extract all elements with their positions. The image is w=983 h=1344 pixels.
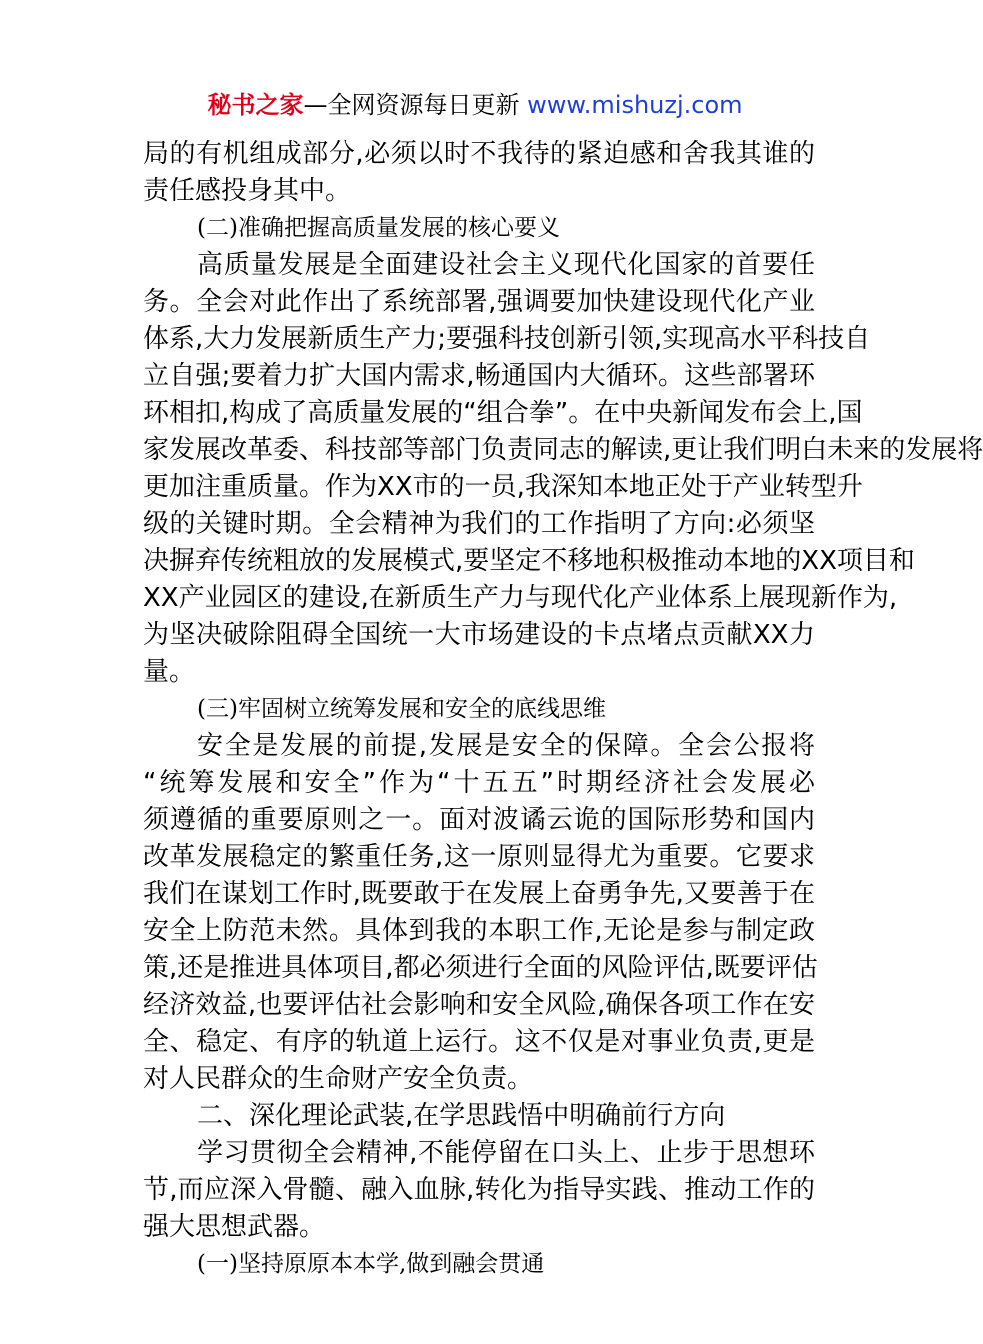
section-heading: (二)准确把握高质量发展的核心要义 bbox=[197, 215, 560, 241]
paragraph-line: 策,还是推进具体项目,都必须进行全面的风险评估,既要评估 bbox=[143, 953, 818, 983]
paragraph-line: 强大思想武器。 bbox=[143, 1212, 326, 1242]
paragraph-line: XX产业园区的建设,在新质生产力与现代化产业体系上展现新作为, bbox=[143, 583, 898, 613]
paragraph-line: 全、稳定、有序的轨道上运行。这不仅是对事业负责,更是 bbox=[143, 1027, 815, 1057]
paragraph-line: 家发展改革委、科技部等部门负责同志的解读,更让我们明白未来的发展将 bbox=[143, 435, 983, 465]
paragraph-line: 我们在谋划工作时,既要敢于在发展上奋勇争先,又要善于在 bbox=[143, 879, 815, 909]
paragraph-line: 节,而应深入骨髓、融入血脉,转化为指导实践、推动工作的 bbox=[143, 1175, 815, 1205]
section-heading: (一)坚持原原本本学,做到融会贯通 bbox=[197, 1251, 545, 1277]
site-url[interactable]: www.mishuzj.com bbox=[527, 91, 743, 119]
document-body bbox=[143, 136, 983, 1283]
paragraph-line: “统筹发展和安全”作为“十五五”时期经济社会发展必 bbox=[143, 768, 815, 798]
header-tagline: —全网资源每日更新 bbox=[303, 91, 528, 119]
paragraph-line: 立自强;要着力扩大国内需求,畅通国内大循环。这些部署环 bbox=[143, 361, 815, 391]
section-heading: (三)牢固树立统筹发展和安全的底线思维 bbox=[197, 696, 606, 722]
paragraph-line: 高质量发展是全面建设社会主义现代化国家的首要任 bbox=[197, 250, 815, 280]
paragraph-line: 责任感投身其中。 bbox=[143, 176, 352, 206]
paragraph-line: 环相扣,构成了高质量发展的“组合拳”。在中央新闻发布会上,国 bbox=[143, 398, 863, 428]
brand-name: 秘书之家 bbox=[207, 91, 304, 119]
paragraph-line: 体系,大力发展新质生产力;要强科技创新引领,实现高水平科技自 bbox=[143, 324, 871, 354]
paragraph-line: 对人民群众的生命财产安全负责。 bbox=[143, 1064, 534, 1094]
paragraph-line: 量。 bbox=[143, 657, 196, 687]
paragraph-line: 务。全会对此作出了系统部署,强调要加快建设现代化产业 bbox=[143, 287, 815, 317]
page-header bbox=[0, 88, 950, 122]
paragraph-line: 级的关键时期。全会精神为我们的工作指明了方向:必须坚 bbox=[143, 509, 815, 539]
paragraph-line: 更加注重质量。作为XX市的一员,我深知本地正处于产业转型升 bbox=[143, 472, 863, 502]
paragraph-line: 局的有机组成部分,必须以时不我待的紧迫感和舍我其谁的 bbox=[143, 139, 815, 169]
paragraph-line: 经济效益,也要评估社会影响和安全风险,确保各项工作在安 bbox=[143, 990, 815, 1020]
paragraph-line: 须遵循的重要原则之一。面对波谲云诡的国际形势和国内 bbox=[143, 805, 815, 835]
paragraph-line: 安全上防范未然。具体到我的本职工作,无论是参与制定政 bbox=[143, 916, 815, 946]
paragraph-line: 改革发展稳定的繁重任务,这一原则显得尤为重要。它要求 bbox=[143, 842, 815, 872]
paragraph-line: 安全是发展的前提,发展是安全的保障。全会公报将 bbox=[197, 731, 815, 761]
chapter-heading: 二、深化理论武装,在学思践悟中明确前行方向 bbox=[197, 1101, 726, 1131]
paragraph-line: 决摒弃传统粗放的发展模式,要坚定不移地积极推动本地的XX项目和 bbox=[143, 546, 915, 576]
paragraph-line: 学习贯彻全会精神,不能停留在口头上、止步于思想环 bbox=[197, 1138, 815, 1168]
paragraph-line: 为坚决破除阻碍全国统一大市场建设的卡点堵点贡献XX力 bbox=[143, 620, 815, 650]
